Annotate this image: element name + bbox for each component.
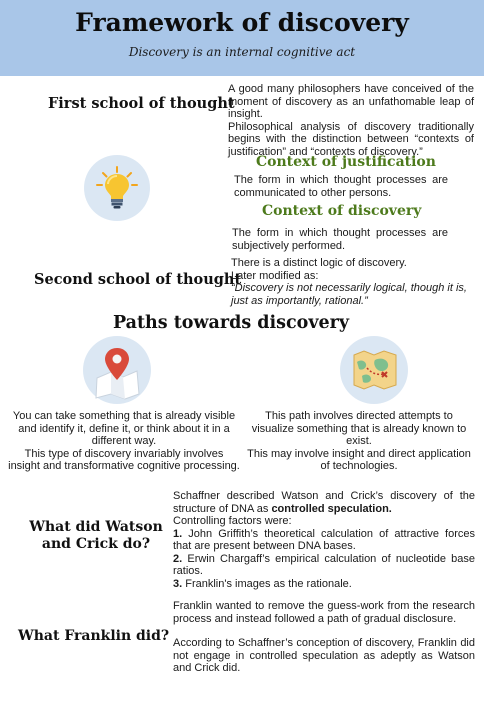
watson-crick-intro-bold: controlled speculation. [271,502,392,515]
factor-3-text: Franklin's images as the rationale. [182,577,352,590]
watson-crick-intro-text: Schaffner described Watson and Crick’s discovery of the structure of DNA as [173,490,475,515]
watson-crick-intro [173,490,475,515]
path-left-paragraph-1: You can take something that is already visible and identify it, define it, or think about it in a different way. [12,410,236,447]
context-discovery-text: The form in which thought processes are subjectively performed. [232,227,448,252]
first-school-heading: First school of thought [48,95,235,112]
lightbulb-icon [84,155,150,221]
second-school-text [231,257,477,307]
factor-1-text: John Griffith’s theoretical calculation of attractive forces that are present between DNA bases. [173,527,475,552]
page-title: Framework of discovery [75,8,409,37]
first-school-paragraph-1: A good many philosophers have conceived of the moment of discovery as an unfathomable leap of insight. [228,83,474,120]
page-subtitle: Discovery is an internal cognitive act [128,45,356,59]
second-school-line-1: There is a distinct logic of discovery. [231,257,407,269]
second-school-line-2: Later modified as: [231,269,319,282]
first-school-paragraph-2: Philosophical analysis of discovery traditionally begins with the distinction between “contexts of justification” and “contexts of discovery.” [228,120,474,158]
factor-1-number: 1. [173,527,183,540]
path-left-text [8,410,240,473]
second-school-quote: “Discovery is not necessarily logical, though it is, just as importantly, rational.” [231,282,467,307]
factor-2-number: 2. [173,552,183,565]
franklin-paragraph-1: Franklin wanted to remove the guess-work from the research process and instead followed a path of gradual disclosure. [173,600,475,625]
context-discovery-heading: Context of discovery [262,203,422,219]
map-pin-icon [83,336,151,404]
franklin-paragraph-2: According to Schaffner’s conception of discovery, Franklin did not engage in controlled speculation as adeptly as Watson and Crick did. [173,637,475,674]
watson-crick-factor-1 [173,528,475,553]
factor-3-number: 3. [173,577,183,590]
path-right-text [246,410,472,473]
path-left-paragraph-2: This type of discovery invariably involves insight and transformative cognitive processing. [8,447,240,472]
watson-crick-heading-line-2: and Crick do? [41,536,151,552]
watson-crick-heading [20,519,172,553]
watson-crick-factor-2 [173,553,475,578]
watson-crick-heading-line-1: What did Watson [29,519,163,535]
first-school-text [228,83,474,158]
path-right-paragraph-1: This path involves directed attempts to visualize something that is already known to exist. [251,410,467,447]
path-right-paragraph-2: This may involve insight and direct application of technologies. [247,447,471,472]
watson-crick-text [173,490,475,590]
second-school-heading: Second school of thought [34,271,242,288]
franklin-text [173,600,475,675]
treasure-map-icon [340,336,408,404]
factor-2-text: Erwin Chargaff’s empirical calculation of nucleotide base ratios. [173,552,475,577]
watson-crick-factors-label: Controlling factors were: [173,515,292,527]
context-justification-heading: Context of justification [256,154,436,170]
paths-heading: Paths towards discovery [112,313,350,333]
watson-crick-factor-3 [173,578,475,591]
context-justification-text: The form in which thought processes are communicated to other persons. [234,174,448,199]
franklin-heading: What Franklin did? [18,628,170,644]
